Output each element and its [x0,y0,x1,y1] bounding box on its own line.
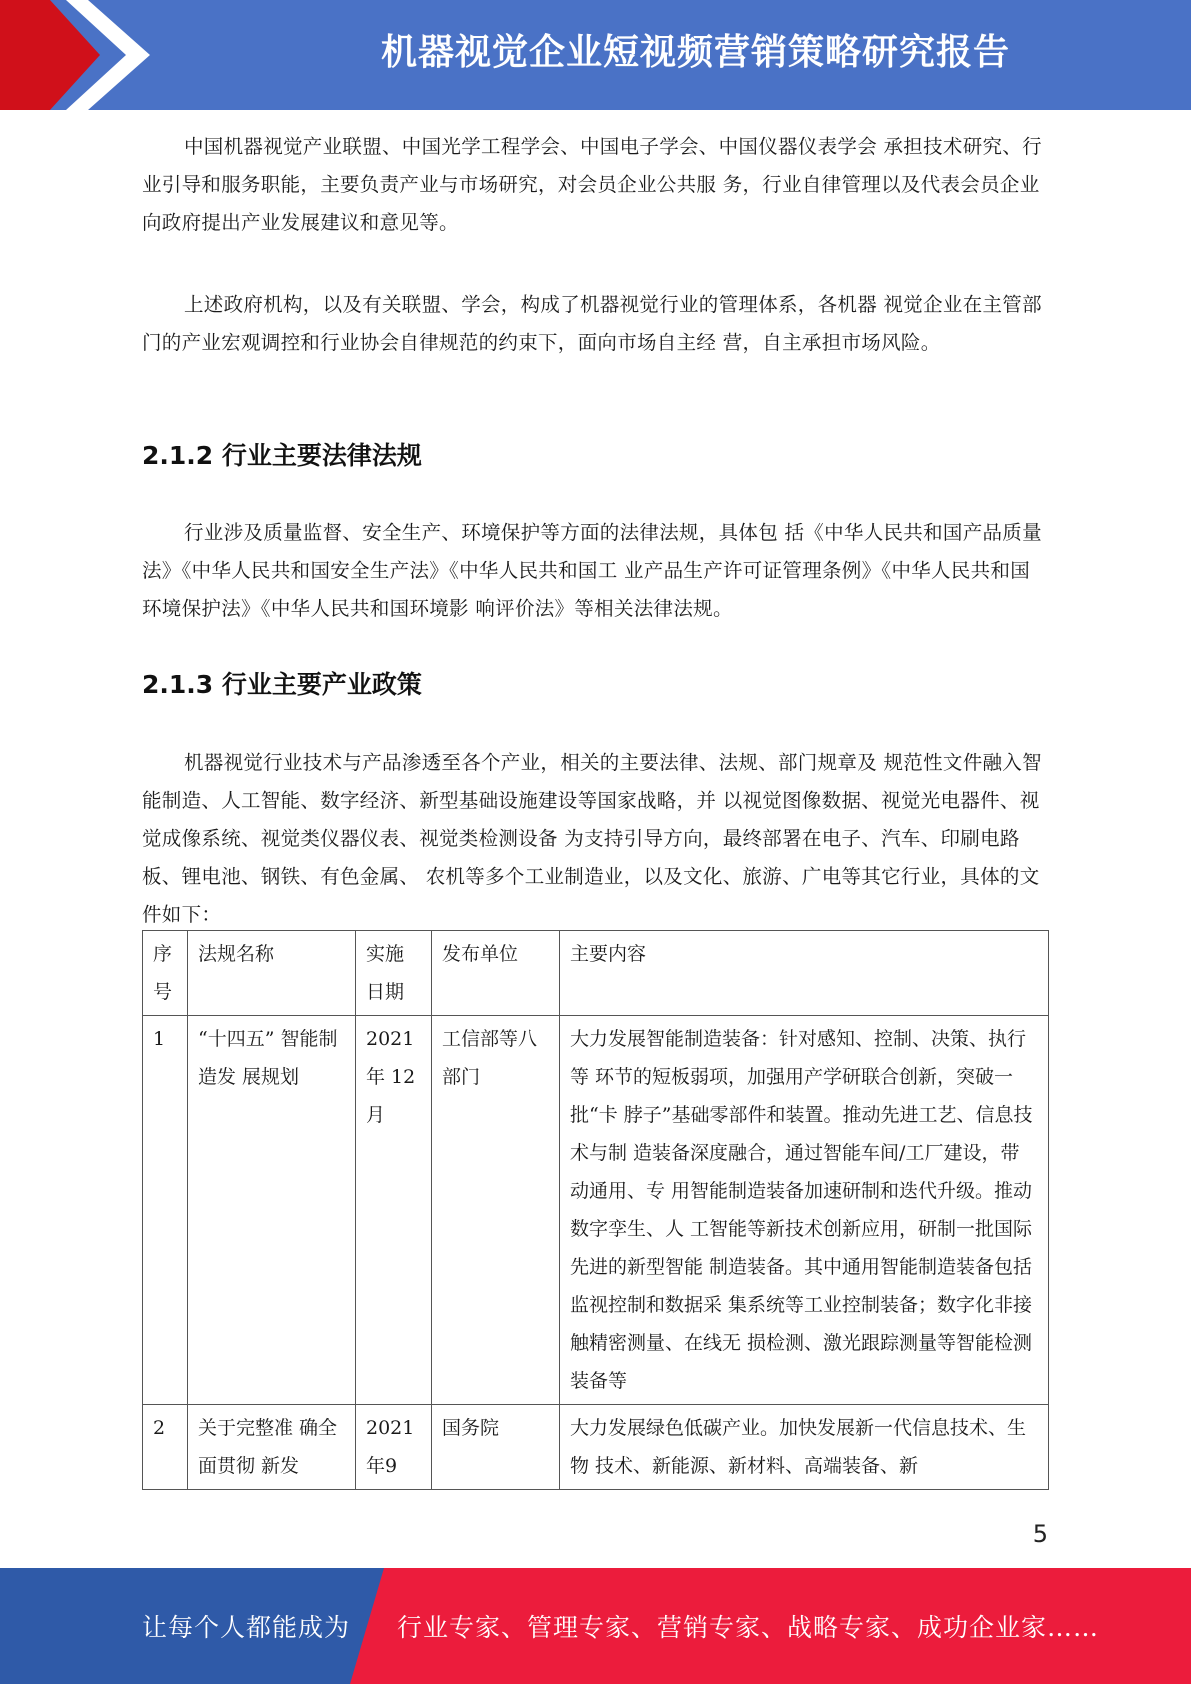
paragraph-policies: 机器视觉行业技术与产品渗透至各个产业，相关的主要法律、法规、部门规章及 规范性文件融入智能制造、人工智能、数字经济、新型基础设施建设等国家战略，并 以视觉图像数据、视觉光电器件、视觉成像系统、视觉类仪器仪表、视觉类检测设备 为支持引导方向，最终部署在电子、汽车、印刷电路板、锂电池、钢铁、有色金属、 农机等多个工业制造业，以及文化、旅游、广电等其它行业，具体的文件如下： [142,751,1042,926]
heading-laws: 2.1.2 行业主要法律法规 [142,441,422,470]
cell-issuer: 国务院 [432,1405,560,1490]
header-no: 序号 [143,931,188,1016]
policy-table-container [0,930,1191,1502]
cell-content: 大力发展智能制造装备：针对感知、控制、决策、执行等 环节的短板弱项，加强用产学研联合创新，突破一批“卡 脖子”基础零部件和装置。推动先进工艺、信息技术与制 造装备深度融合，通过智能车间/工厂建设，带动通用、专 用智能制造装备加速研制和迭代升级。推动数字孪生、人 工智能等新技术创新应用，研制一批国际先进的新型智能 制造装备。其中通用智能制造装备包括监视控制和数据采 集系统等工业控制装备；数字化非接触精密测量、在线无 损检测、激光跟踪测量等智能检测装备等 [560,1016,1049,1405]
table-row [143,1016,1049,1405]
policy-table [142,930,1049,1490]
page-footer [0,1568,1191,1684]
header-date: 实施日期 [356,931,432,1016]
footer-slogan-right: 行业专家、管理专家、营销专家、战略专家、成功企业家…… [397,1613,1100,1642]
footer-slogan-left: 让每个人都能成为 [142,1613,351,1642]
header-issuer: 发布单位 [432,931,560,1016]
header-content: 主要内容 [560,931,1049,1016]
table-row [143,1405,1049,1490]
header-arrow-decoration [0,0,160,110]
paragraph-management-system: 上述政府机构，以及有关联盟、学会，构成了机器视觉行业的管理体系，各机器 视觉企业在主管部门的产业宏观调控和行业协会自律规范的约束下，面向市场自主经 营，自主承担市场风险。 [142,293,1042,354]
cell-name: 关于完整准 确全面贯彻 新发 [188,1405,356,1490]
cell-date: 2021年 12月 [356,1016,432,1405]
paragraph-alliances: 中国机器视觉产业联盟、中国光学工程学会、中国电子学会、中国仪器仪表学会 承担技术研究、行业引导和服务职能，主要负责产业与市场研究，对会员企业公共服 务，行业自律管理以及代表会员企业向政府提出产业发展建议和意见等。 [142,135,1042,234]
cell-content: 大力发展绿色低碳产业。加快发展新一代信息技术、生物 技术、新能源、新材料、高端装备、新 [560,1405,1049,1490]
page-header [0,0,1191,110]
cell-no: 2 [143,1405,188,1490]
page-number: 5 [1032,1520,1048,1548]
heading-policies: 2.1.3 行业主要产业政策 [142,670,422,699]
header-name: 法规名称 [188,931,356,1016]
cell-name: “十四五” 智能制造发 展规划 [188,1016,356,1405]
paragraph-laws: 行业涉及质量监督、安全生产、环境保护等方面的法律法规，具体包 括《中华人民共和国产品质量法》《中华人民共和国安全生产法》《中华人民共和国工 业产品生产许可证管理条例》《中华人民共和国环境保护法》《中华人民共和国环境影 响评价法》等相关法律法规。 [142,521,1042,620]
cell-issuer: 工信部等八部门 [432,1016,560,1405]
report-title: 机器视觉企业短视频营销策略研究报告 [380,32,1010,73]
cell-no: 1 [143,1016,188,1405]
cell-date: 2021年9 [356,1405,432,1490]
table-header-row [143,931,1049,1016]
